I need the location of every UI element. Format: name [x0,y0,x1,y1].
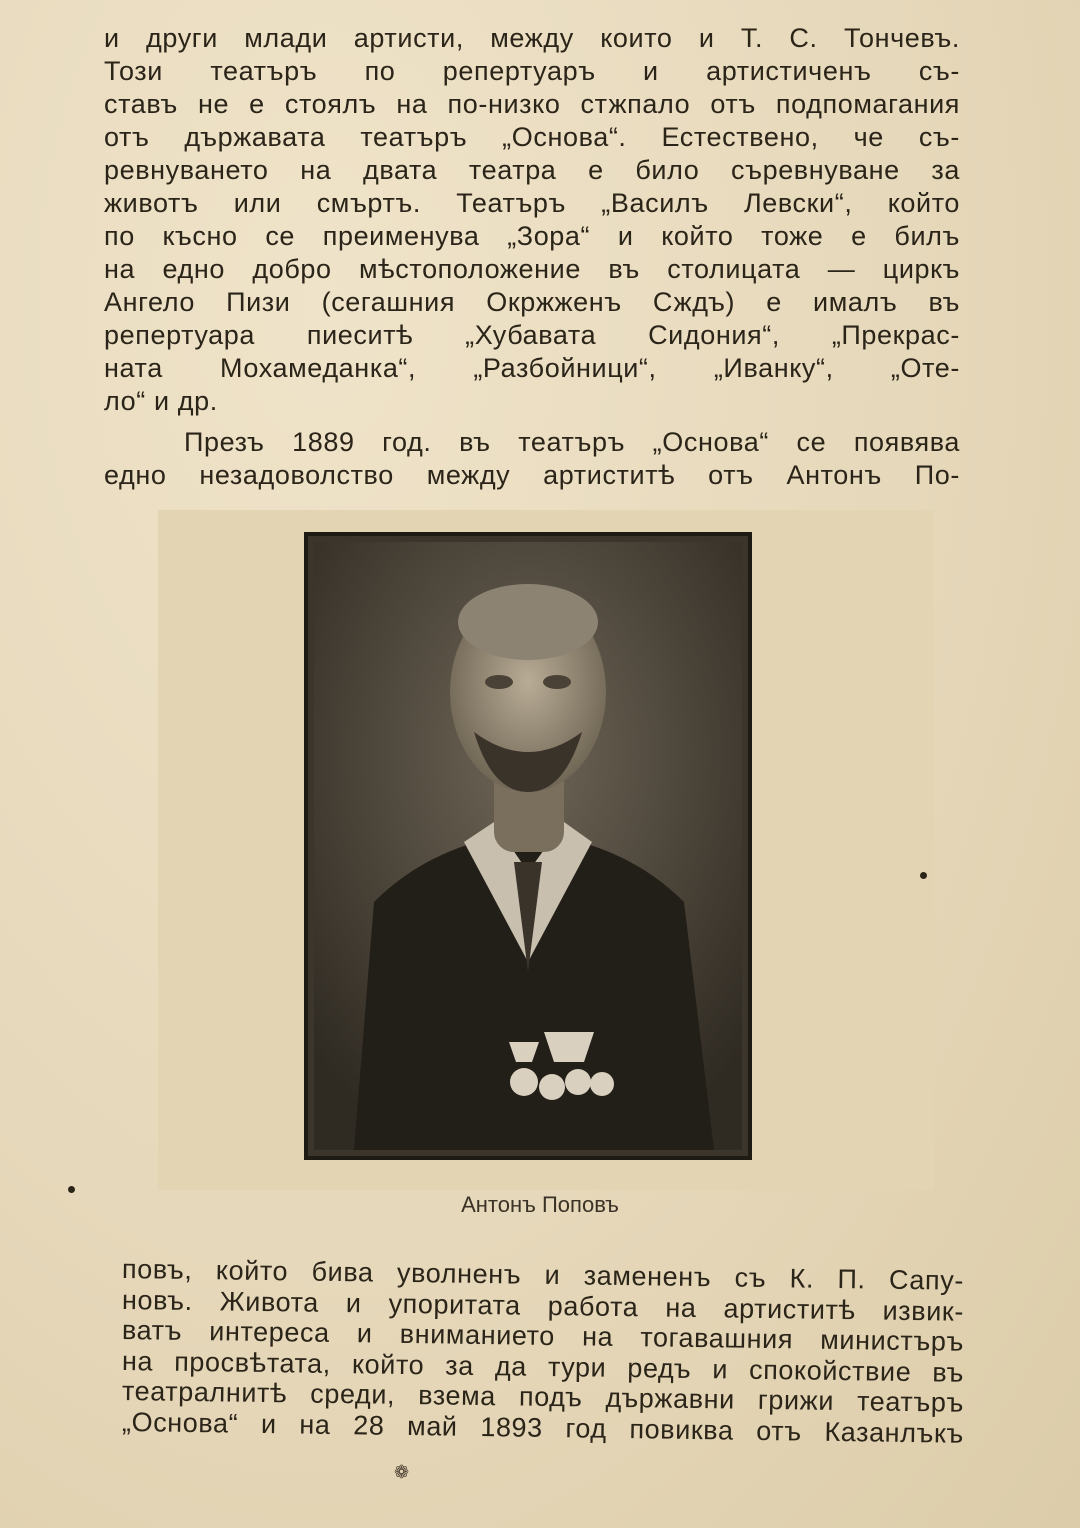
text-line: животъ или смъртъ. Театъръ „Василъ Левски“, който [104,188,960,218]
portrait-photo [304,532,752,1160]
text-line: на едно добро мѣстоположение въ столицата — циркъ [104,254,960,284]
text-line: по късно се преименува „Зора“ и който тоже е билъ [104,221,960,251]
text-line: Презъ 1889 год. въ театъръ „Основа“ се появява [184,427,960,457]
page-ornament: ❁ [394,1462,410,1482]
photo-caption: Антонъ Поповъ [461,1192,619,1217]
text-line: „Основа“ и на 28 май 1893 год повиква отъ Казанлъкъ [121,1406,965,1449]
text-line: Ангело Пизи (сегашния Окржженъ Сждъ) е ималъ въ [104,287,960,317]
text-line: и други млади артисти, между които и Т. С. Тончевъ. [104,23,960,53]
text-line: ставъ не е стоялъ на по-низко стжпало отъ подпомагания [104,89,960,119]
text-line: театралнитѣ среди, взема подъ държавни грижи театъръ [121,1376,965,1418]
text-line: ло“ и др. [104,386,218,416]
text-line: ната Мохамеданка“, „Разбойници“, „Иванку“, „Оте- [104,353,960,383]
portrait-image [314,542,742,1150]
text-line: едно незадоволство между артиститѣ отъ Антонъ По- [104,460,960,490]
paper-speck [68,1186,75,1193]
text-line: новъ. Живота и упоритата работа на артиститѣ извик- [121,1284,965,1327]
text-line: репертуара пиеситѣ „Хубавата Сидония“, „Прекрас- [104,320,960,350]
paper-speck [920,872,927,879]
paragraph-2 [104,426,960,492]
bottom-text-block [121,1254,965,1449]
top-text-block [104,22,960,418]
text-line: ватъ интереса и вниманието на тогавашния министъръ [121,1315,965,1357]
text-line: повъ, който бива уволненъ и замененъ съ К. П. Сапу- [121,1254,965,1296]
text-line: ревнуването на двата театра е било съревнуване за [104,155,960,185]
text-line: отъ държавата театъръ „Основа“. Естествено, че съ- [104,122,960,152]
text-line: на просвѣтата, който за да тури редъ и спокойствие въ [121,1345,965,1388]
text-line: Този театъръ по репертуаръ и артистиченъ съ- [104,56,960,86]
